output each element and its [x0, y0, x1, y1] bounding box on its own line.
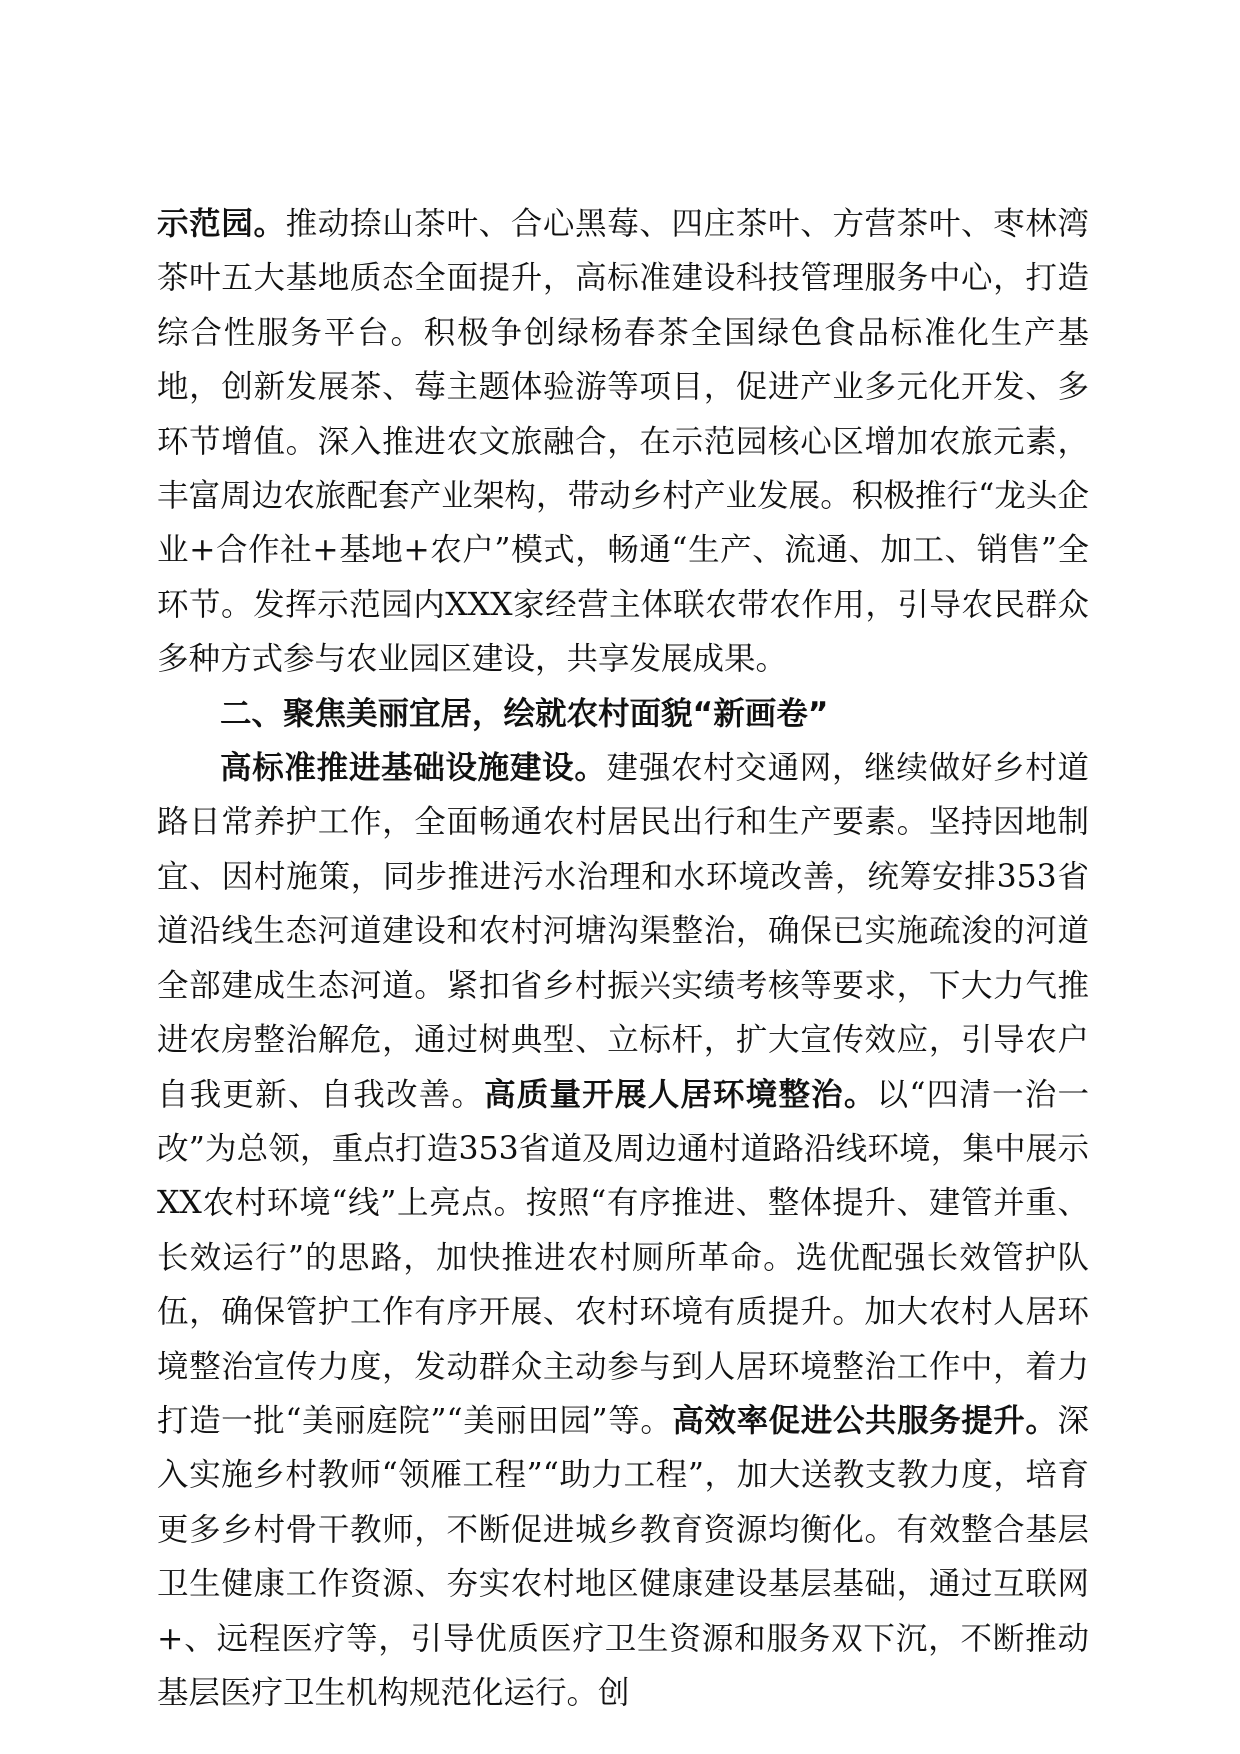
section-heading: 二、聚焦美丽宜居，绘就农村面貌“新画卷” — [220, 695, 829, 732]
paragraph-text: 建强农村交通网，继续做好乡村道路日常养护工作，全面畅通农村居民出行和生产要素。坚持因地制宜、因村施策，同步推进污水治理和水环境改善，统筹安排353省道沿线生态河道建设和农村河塘沟渠整治，确保已实施疏浚的河道全部建成生态河道。紧扣省乡村振兴实绩考核等要求，下大力气推进农房整治解危，通过树典型、立标杆，扩大宣传效应，引导农户自我更新、自我改善。 — [157, 750, 1089, 1113]
bold-environment: 高质量开展人居环境整治。 — [484, 1075, 877, 1113]
document-body — [157, 197, 1089, 1720]
paragraph-text: 以“四清一治一改”为总领，重点打造353省道及周边通村道路沿线环境，集中展示XX农村环境“线”上亮点。按照“有序推进、整体提升、建管并重、长效运行”的思路，加快推进农村厕所革命。选优配强长效管护队伍，确保管护工作有序开展、农村环境有质提升。加大农村人居环境整治宣传力度，发动群众主动参与到人居环境整治工作中，着力打造一批“美丽庭院”“美丽田园”等。 — [157, 1076, 1089, 1439]
bold-lead: 示范园。 — [157, 205, 286, 242]
paragraph-text: 推动捺山茶叶、合心黑莓、四庄茶叶、方营茶叶、枣林湾茶叶五大基地质态全面提升，高标准建设科技管理服务中心，打造综合性服务平台。积极争创绿杨春茶全国绿色食品标准化生产基地，创新发展茶、莓主题体验游等项目，促进产业多元化开发、多环节增值。深入推进农文旅融合，在示范园核心区增加农旅元素，丰富周边农旅配套产业架构，带动乡村产业发展。积极推行“龙头企业+合作社+基地+农户”模式，畅通“生产、流通、加工、销售”全环节。发挥示范园内XXX家经营主体联农带农作用，引导农民群众多种方式参与农业园区建设，共享发展成果。 — [157, 206, 1089, 678]
paragraph-demo-park — [157, 197, 1089, 687]
paragraph-text: 深入实施乡村教师“领雁工程”“助力工程”，加大送教支教力度，培育更多乡村骨干教师，不断促进城乡教育资源均衡化。有效整合基层卫生健康工作资源、夯实农村地区健康建设基层基础，通过互联网+、远程医疗等，引导优质医疗卫生资源和服务双下沉，不断推动基层医疗卫生机构规范化运行。创 — [157, 1402, 1089, 1711]
bold-infrastructure: 高标准推进基础设施建设。 — [220, 749, 607, 787]
bold-public-service: 高效率促进公共服务提升。 — [672, 1401, 1058, 1439]
paragraph-livable-village — [157, 741, 1089, 1720]
